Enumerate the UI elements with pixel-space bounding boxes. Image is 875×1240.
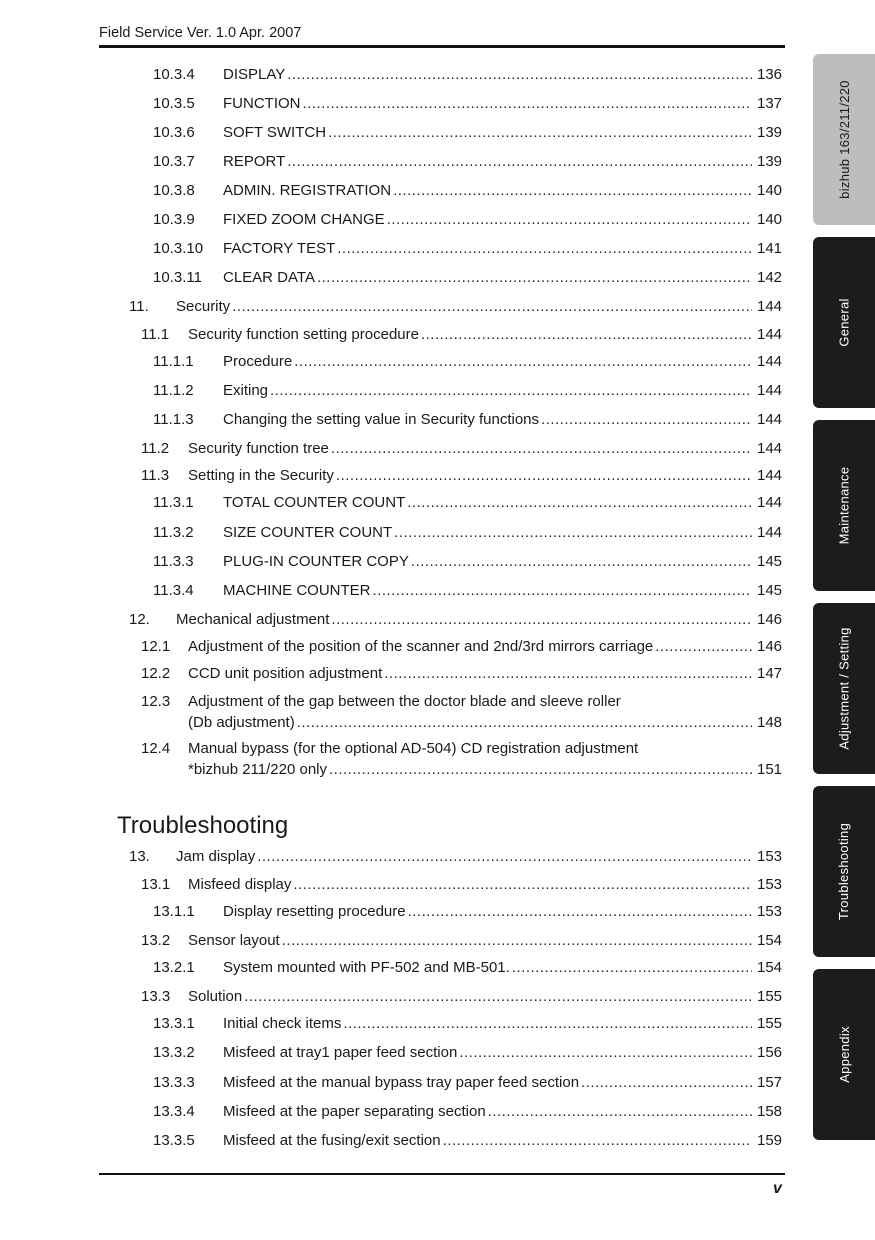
toc-entry-page: 153 xyxy=(757,848,783,865)
toc-entry-number: 11.3.3 xyxy=(153,553,194,570)
toc-entry-title: FUNCTION xyxy=(223,95,301,112)
toc-entry-title: DISPLAY xyxy=(223,66,286,83)
toc-entry-page: 144 xyxy=(757,298,783,315)
toc-entry-title: Display resetting procedure xyxy=(223,903,406,920)
dot-leader xyxy=(329,761,752,778)
toc-entry-title: Misfeed display xyxy=(188,876,292,893)
toc-entry-page: 144 xyxy=(757,382,783,399)
toc-entry-title: CLEAR DATA xyxy=(223,269,315,286)
side-tab-label: bizhub 163/211/220 xyxy=(836,80,852,199)
toc-entry-page: 144 xyxy=(757,411,783,428)
toc-entry[interactable] xyxy=(0,959,800,979)
toc-entry-page: 144 xyxy=(757,353,783,370)
toc-entry-number: 10.3.11 xyxy=(153,269,202,286)
toc-entry[interactable] xyxy=(0,553,800,573)
toc-entry-page: 144 xyxy=(757,467,783,484)
toc-entry-page: 145 xyxy=(757,582,783,599)
toc-entry-number: 10.3.8 xyxy=(153,182,195,199)
toc-entry-title: Misfeed at the paper separating section xyxy=(223,1103,486,1120)
toc-entry-title: FIXED ZOOM CHANGE xyxy=(223,211,385,228)
toc-entry-number: 10.3.10 xyxy=(153,240,204,257)
toc-entry-page: 147 xyxy=(757,665,783,682)
dot-leader xyxy=(331,611,752,628)
toc-entry-title: Jam display xyxy=(176,848,256,865)
toc-entry-title: Initial check items xyxy=(223,1015,342,1032)
footer-rule xyxy=(99,1173,785,1175)
dot-leader xyxy=(655,638,752,655)
toc-entry-page: 148 xyxy=(757,714,783,731)
toc-entry-page: 139 xyxy=(757,124,783,141)
toc-entry-title: PLUG-IN COUNTER COPY xyxy=(223,553,409,570)
toc-entry-number: 11.3.4 xyxy=(153,582,194,599)
toc-entry-number: 13. xyxy=(129,848,150,865)
toc-entry[interactable] xyxy=(0,665,800,685)
toc-entry-title: Procedure xyxy=(223,353,293,370)
dot-leader xyxy=(387,211,752,228)
toc-entry-page: 144 xyxy=(757,524,783,541)
toc-entry-number: 13.3.4 xyxy=(153,1103,195,1120)
side-tab-label: Maintenance xyxy=(836,466,852,545)
toc-entry-continuation[interactable] xyxy=(0,714,800,734)
toc-entry[interactable] xyxy=(0,440,800,460)
toc-entry-number: 11.1.3 xyxy=(153,411,194,428)
toc-entry-title: Manual bypass (for the optional AD-504) CD registration adjustment xyxy=(188,740,639,757)
toc-entry-title: CCD unit position adjustment xyxy=(188,665,383,682)
toc-entry-title: Solution xyxy=(188,988,243,1005)
toc-entry-number: 11.3 xyxy=(141,467,170,484)
toc-entry[interactable] xyxy=(0,638,800,658)
side-tab[interactable] xyxy=(813,969,875,1140)
toc-entry-number: 12.4 xyxy=(141,740,171,757)
toc-entry-page: 144 xyxy=(757,440,783,457)
toc-entry[interactable] xyxy=(0,411,800,431)
toc-entry-title: TOTAL COUNTER COUNT xyxy=(223,494,406,511)
toc-entry-page: 140 xyxy=(757,211,783,228)
toc-entry-title: FACTORY TEST xyxy=(223,240,336,257)
toc-entry[interactable] xyxy=(0,1015,800,1035)
toc-entry-title: SOFT SWITCH xyxy=(223,124,327,141)
dot-leader xyxy=(411,553,752,570)
header-title: Field Service Ver. 1.0 Apr. 2007 xyxy=(99,25,302,41)
toc-entry[interactable] xyxy=(0,326,800,346)
toc-entry[interactable] xyxy=(0,182,800,202)
toc-entry-title: System mounted with PF-502 and MB-501. xyxy=(223,959,510,976)
toc-entry-number: 10.3.9 xyxy=(153,211,195,228)
toc-entry-number: 11.3.2 xyxy=(153,524,194,541)
dot-leader xyxy=(408,903,752,920)
toc-entry-page: 141 xyxy=(757,240,783,257)
side-tab[interactable] xyxy=(813,786,875,957)
toc-entry-title: Adjustment of the gap between the doctor blade and sleeve roller xyxy=(188,693,621,710)
toc-entry-number: 13.3 xyxy=(141,988,171,1005)
toc-entry-page: 153 xyxy=(757,903,783,920)
toc-entry-title: Misfeed at the manual bypass tray paper feed section xyxy=(223,1074,580,1091)
toc-entry-number: 12.1 xyxy=(141,638,171,655)
dot-leader xyxy=(287,66,752,83)
dot-leader xyxy=(488,1103,752,1120)
toc-entry-number: 11.2 xyxy=(141,440,170,457)
toc-entry-title: Sensor layout xyxy=(188,932,280,949)
toc-entry-number: 11.1.2 xyxy=(153,382,194,399)
toc-entry-number: 11. xyxy=(129,298,149,315)
dot-leader xyxy=(303,95,753,112)
toc-entry-number: 11.3.1 xyxy=(153,494,194,511)
toc-entry-title: Adjustment of the position of the scanner and 2nd/3rd mirrors carriage xyxy=(188,638,654,655)
toc-entry[interactable] xyxy=(0,269,800,289)
toc-entry-title: Security function tree xyxy=(188,440,329,457)
toc-entry-number: 12.2 xyxy=(141,665,171,682)
toc-entry-number: 13.3.5 xyxy=(153,1132,195,1149)
toc-entry[interactable] xyxy=(0,1044,800,1064)
dot-leader xyxy=(581,1074,752,1091)
dot-leader xyxy=(270,382,752,399)
dot-leader xyxy=(393,182,752,199)
toc-entry[interactable] xyxy=(0,1132,800,1152)
toc-entry-page: 142 xyxy=(757,269,783,286)
toc-entry[interactable] xyxy=(0,95,800,115)
toc-entry-title: Setting in the Security xyxy=(188,467,334,484)
side-tab[interactable] xyxy=(813,420,875,591)
toc-entry-page: 155 xyxy=(757,1015,783,1032)
toc-entry-title-continued: (Db adjustment) xyxy=(188,714,295,731)
side-tab[interactable] xyxy=(813,54,875,225)
toc-entry[interactable] xyxy=(0,693,800,713)
toc-entry[interactable] xyxy=(0,124,800,144)
toc-entry-title: Security function setting procedure xyxy=(188,326,419,343)
toc-entry-page: 154 xyxy=(757,932,783,949)
dot-leader xyxy=(343,1015,752,1032)
toc-entry[interactable] xyxy=(0,611,800,631)
toc-entry[interactable] xyxy=(0,740,800,760)
dot-leader xyxy=(394,524,752,541)
toc-entry[interactable] xyxy=(0,353,800,373)
dot-leader xyxy=(232,298,752,315)
toc-entry-page: 145 xyxy=(757,553,783,570)
toc-entry-number: 10.3.4 xyxy=(153,66,195,83)
toc-entry-page: 144 xyxy=(757,326,783,343)
dot-leader xyxy=(328,124,752,141)
toc-entry[interactable] xyxy=(0,153,800,173)
toc-entry-continuation[interactable] xyxy=(0,761,800,781)
dot-leader xyxy=(293,876,752,893)
toc-entry-title: Changing the setting value in Security functions xyxy=(223,411,540,428)
toc-entry-page: 139 xyxy=(757,153,783,170)
toc-entry-page: 156 xyxy=(757,1044,783,1061)
side-tab-label: Appendix xyxy=(836,1026,852,1083)
dot-leader xyxy=(331,440,752,457)
toc-entry-title: Mechanical adjustment xyxy=(176,611,330,628)
dot-leader xyxy=(512,959,752,976)
toc-entry-title: Security xyxy=(176,298,231,315)
dot-leader xyxy=(294,353,752,370)
toc-entry-page: 158 xyxy=(757,1103,783,1120)
toc-entry-page: 140 xyxy=(757,182,783,199)
dot-leader xyxy=(336,467,752,484)
dot-leader xyxy=(541,411,752,428)
toc-entry[interactable] xyxy=(0,876,800,896)
toc-entry-number: 12. xyxy=(129,611,150,628)
toc-entry-page: 137 xyxy=(757,95,783,112)
toc-entry-number: 10.3.5 xyxy=(153,95,195,112)
dot-leader xyxy=(244,988,752,1005)
side-tab-label: Troubleshooting xyxy=(836,822,852,921)
toc-entry[interactable] xyxy=(0,848,800,868)
side-tab[interactable] xyxy=(813,237,875,408)
toc-entry-page: 136 xyxy=(757,66,783,83)
side-tab-label: Adjustment / Setting xyxy=(836,627,852,750)
toc-entry-page: 153 xyxy=(757,876,783,893)
toc-entry-number: 13.3.3 xyxy=(153,1074,195,1091)
toc-entry[interactable] xyxy=(0,524,800,544)
toc-entry-title: Exiting xyxy=(223,382,269,399)
toc-entry-number: 10.3.6 xyxy=(153,124,195,141)
dot-leader xyxy=(443,1132,752,1149)
toc-entry-number: 13.1.1 xyxy=(153,903,195,920)
toc-entry[interactable] xyxy=(0,240,800,260)
toc-entry-title: Misfeed at tray1 paper feed section xyxy=(223,1044,458,1061)
toc-entry[interactable] xyxy=(0,932,800,952)
dot-leader xyxy=(297,714,752,731)
toc-entry[interactable] xyxy=(0,1103,800,1123)
toc-entry-page: 157 xyxy=(757,1074,783,1091)
side-tab-label: General xyxy=(836,298,852,347)
toc-entry-page: 151 xyxy=(757,761,783,778)
toc-entry-number: 13.3.1 xyxy=(153,1015,195,1032)
toc-entry-title: MACHINE COUNTER xyxy=(223,582,371,599)
toc-entry-page: 154 xyxy=(757,959,783,976)
toc-entry-page: 144 xyxy=(757,494,783,511)
toc-entry[interactable] xyxy=(0,467,800,487)
dot-leader xyxy=(337,240,752,257)
toc-entry[interactable] xyxy=(0,494,800,514)
dot-leader xyxy=(287,153,752,170)
dot-leader xyxy=(459,1044,752,1061)
dot-leader xyxy=(421,326,752,343)
toc-entry-number: 13.3.2 xyxy=(153,1044,195,1061)
toc-entry[interactable] xyxy=(0,211,800,231)
section-heading: Troubleshooting xyxy=(117,812,289,839)
toc-entry[interactable] xyxy=(0,66,800,86)
toc-entry-number: 11.1 xyxy=(141,326,170,343)
dot-leader xyxy=(282,932,752,949)
toc-entry[interactable] xyxy=(0,582,800,602)
toc-entry-number: 12.3 xyxy=(141,693,171,710)
toc-entry-number: 13.2.1 xyxy=(153,959,195,976)
toc-entry-title: ADMIN. REGISTRATION xyxy=(223,182,392,199)
toc-entry[interactable] xyxy=(0,903,800,923)
toc-entry-number: 13.1 xyxy=(141,876,171,893)
toc-entry[interactable] xyxy=(0,382,800,402)
toc-entry-title: REPORT xyxy=(223,153,286,170)
toc-entry-page: 155 xyxy=(757,988,783,1005)
toc-entry-title: Misfeed at the fusing/exit section xyxy=(223,1132,441,1149)
toc-entry-number: 10.3.7 xyxy=(153,153,195,170)
side-tab[interactable] xyxy=(813,603,875,774)
toc-entry[interactable] xyxy=(0,988,800,1008)
toc-entry[interactable] xyxy=(0,1074,800,1094)
toc-entry-page: 159 xyxy=(757,1132,783,1149)
toc-entry-page: 146 xyxy=(757,611,783,628)
toc-entry-number: 11.1.1 xyxy=(153,353,194,370)
toc-entry-title-continued: *bizhub 211/220 only xyxy=(188,761,327,778)
dot-leader xyxy=(317,269,752,286)
toc-entry[interactable] xyxy=(0,298,800,318)
toc-entry-title: SIZE COUNTER COUNT xyxy=(223,524,393,541)
dot-leader xyxy=(407,494,752,511)
dot-leader xyxy=(257,848,752,865)
dot-leader xyxy=(384,665,752,682)
toc-entry-number: 13.2 xyxy=(141,932,171,949)
toc-entry-page: 146 xyxy=(757,638,783,655)
dot-leader xyxy=(373,582,752,599)
page-number: v xyxy=(773,1180,782,1197)
